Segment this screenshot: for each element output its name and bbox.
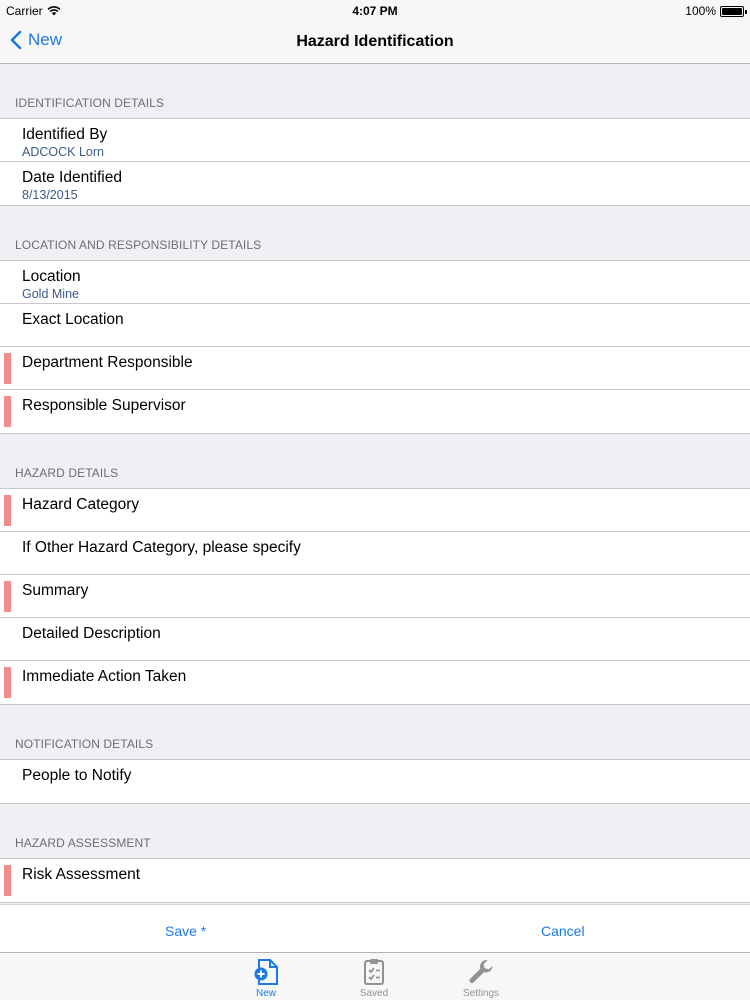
tab-settings[interactable] <box>446 957 516 999</box>
wrench-icon <box>466 957 496 987</box>
form-group <box>0 858 750 903</box>
cancel-button[interactable]: Cancel <box>541 923 585 939</box>
section-header: IDENTIFICATION DETAILS <box>15 96 165 110</box>
field-value: ADCOCK Lorn <box>22 145 104 159</box>
required-marker <box>4 865 11 896</box>
section-header: LOCATION AND RESPONSIBILITY DETAILS <box>15 238 262 252</box>
field-responsible-supervisor[interactable] <box>0 390 750 433</box>
field-label: Date Identified <box>22 169 122 186</box>
field-label: Summary <box>22 582 89 599</box>
form-group <box>0 260 750 434</box>
required-marker <box>4 353 11 384</box>
battery-icon <box>720 6 744 17</box>
tab-bar <box>0 952 750 1000</box>
field-label: Hazard Category <box>22 496 140 513</box>
form-group <box>0 759 750 804</box>
field-risk-assessment[interactable] <box>0 859 750 902</box>
field-label: Location <box>22 268 81 285</box>
back-label: New <box>28 30 63 49</box>
field-other-hazard-category[interactable] <box>0 532 750 575</box>
action-bar <box>0 904 750 952</box>
page-title: Hazard Identification <box>296 33 454 50</box>
field-value: 8/13/2015 <box>22 188 78 202</box>
field-immediate-action-taken[interactable] <box>0 661 750 704</box>
form-group <box>0 488 750 705</box>
battery-indicator <box>685 4 744 18</box>
required-marker <box>4 396 11 427</box>
field-date-identified[interactable] <box>0 162 750 205</box>
required-marker <box>4 667 11 698</box>
section-header: HAZARD DETAILS <box>15 466 119 480</box>
field-label: If Other Hazard Category, please specify <box>22 539 301 556</box>
field-value: Gold Mine <box>22 287 79 301</box>
field-label: Immediate Action Taken <box>22 668 187 685</box>
field-label: Risk Assessment <box>22 866 141 883</box>
field-detailed-description[interactable] <box>0 618 750 661</box>
battery-percent: 100% <box>685 4 716 18</box>
field-label: Department Responsible <box>22 354 193 371</box>
field-identified-by[interactable] <box>0 119 750 162</box>
new-document-icon <box>251 957 281 987</box>
field-label: People to Notify <box>22 767 132 784</box>
required-marker <box>4 495 11 526</box>
field-hazard-category[interactable] <box>0 489 750 532</box>
tab-new[interactable] <box>231 957 301 999</box>
field-summary[interactable] <box>0 575 750 618</box>
tab-label: Settings <box>462 988 500 999</box>
field-people-to-notify[interactable] <box>0 760 750 803</box>
section-header: NOTIFICATION DETAILS <box>15 737 154 751</box>
status-bar <box>0 0 750 22</box>
form-content[interactable] <box>0 64 750 904</box>
tab-label: New <box>255 988 276 999</box>
required-marker <box>4 581 11 612</box>
field-location[interactable] <box>0 261 750 304</box>
status-time: 4:07 PM <box>352 4 398 18</box>
field-department-responsible[interactable] <box>0 347 750 390</box>
carrier-label: Carrier <box>6 4 43 18</box>
field-label: Detailed Description <box>22 625 161 642</box>
field-exact-location[interactable] <box>0 304 750 347</box>
navigation-bar <box>0 22 750 64</box>
section-header: HAZARD ASSESSMENT <box>15 836 151 850</box>
save-button[interactable]: Save * <box>165 923 207 939</box>
form-group <box>0 118 750 206</box>
field-label: Exact Location <box>22 311 124 328</box>
field-label: Responsible Supervisor <box>22 397 186 414</box>
tab-saved[interactable] <box>339 957 409 999</box>
field-label: Identified By <box>22 126 108 143</box>
tab-label: Saved <box>359 988 389 999</box>
clipboard-icon <box>359 957 389 987</box>
